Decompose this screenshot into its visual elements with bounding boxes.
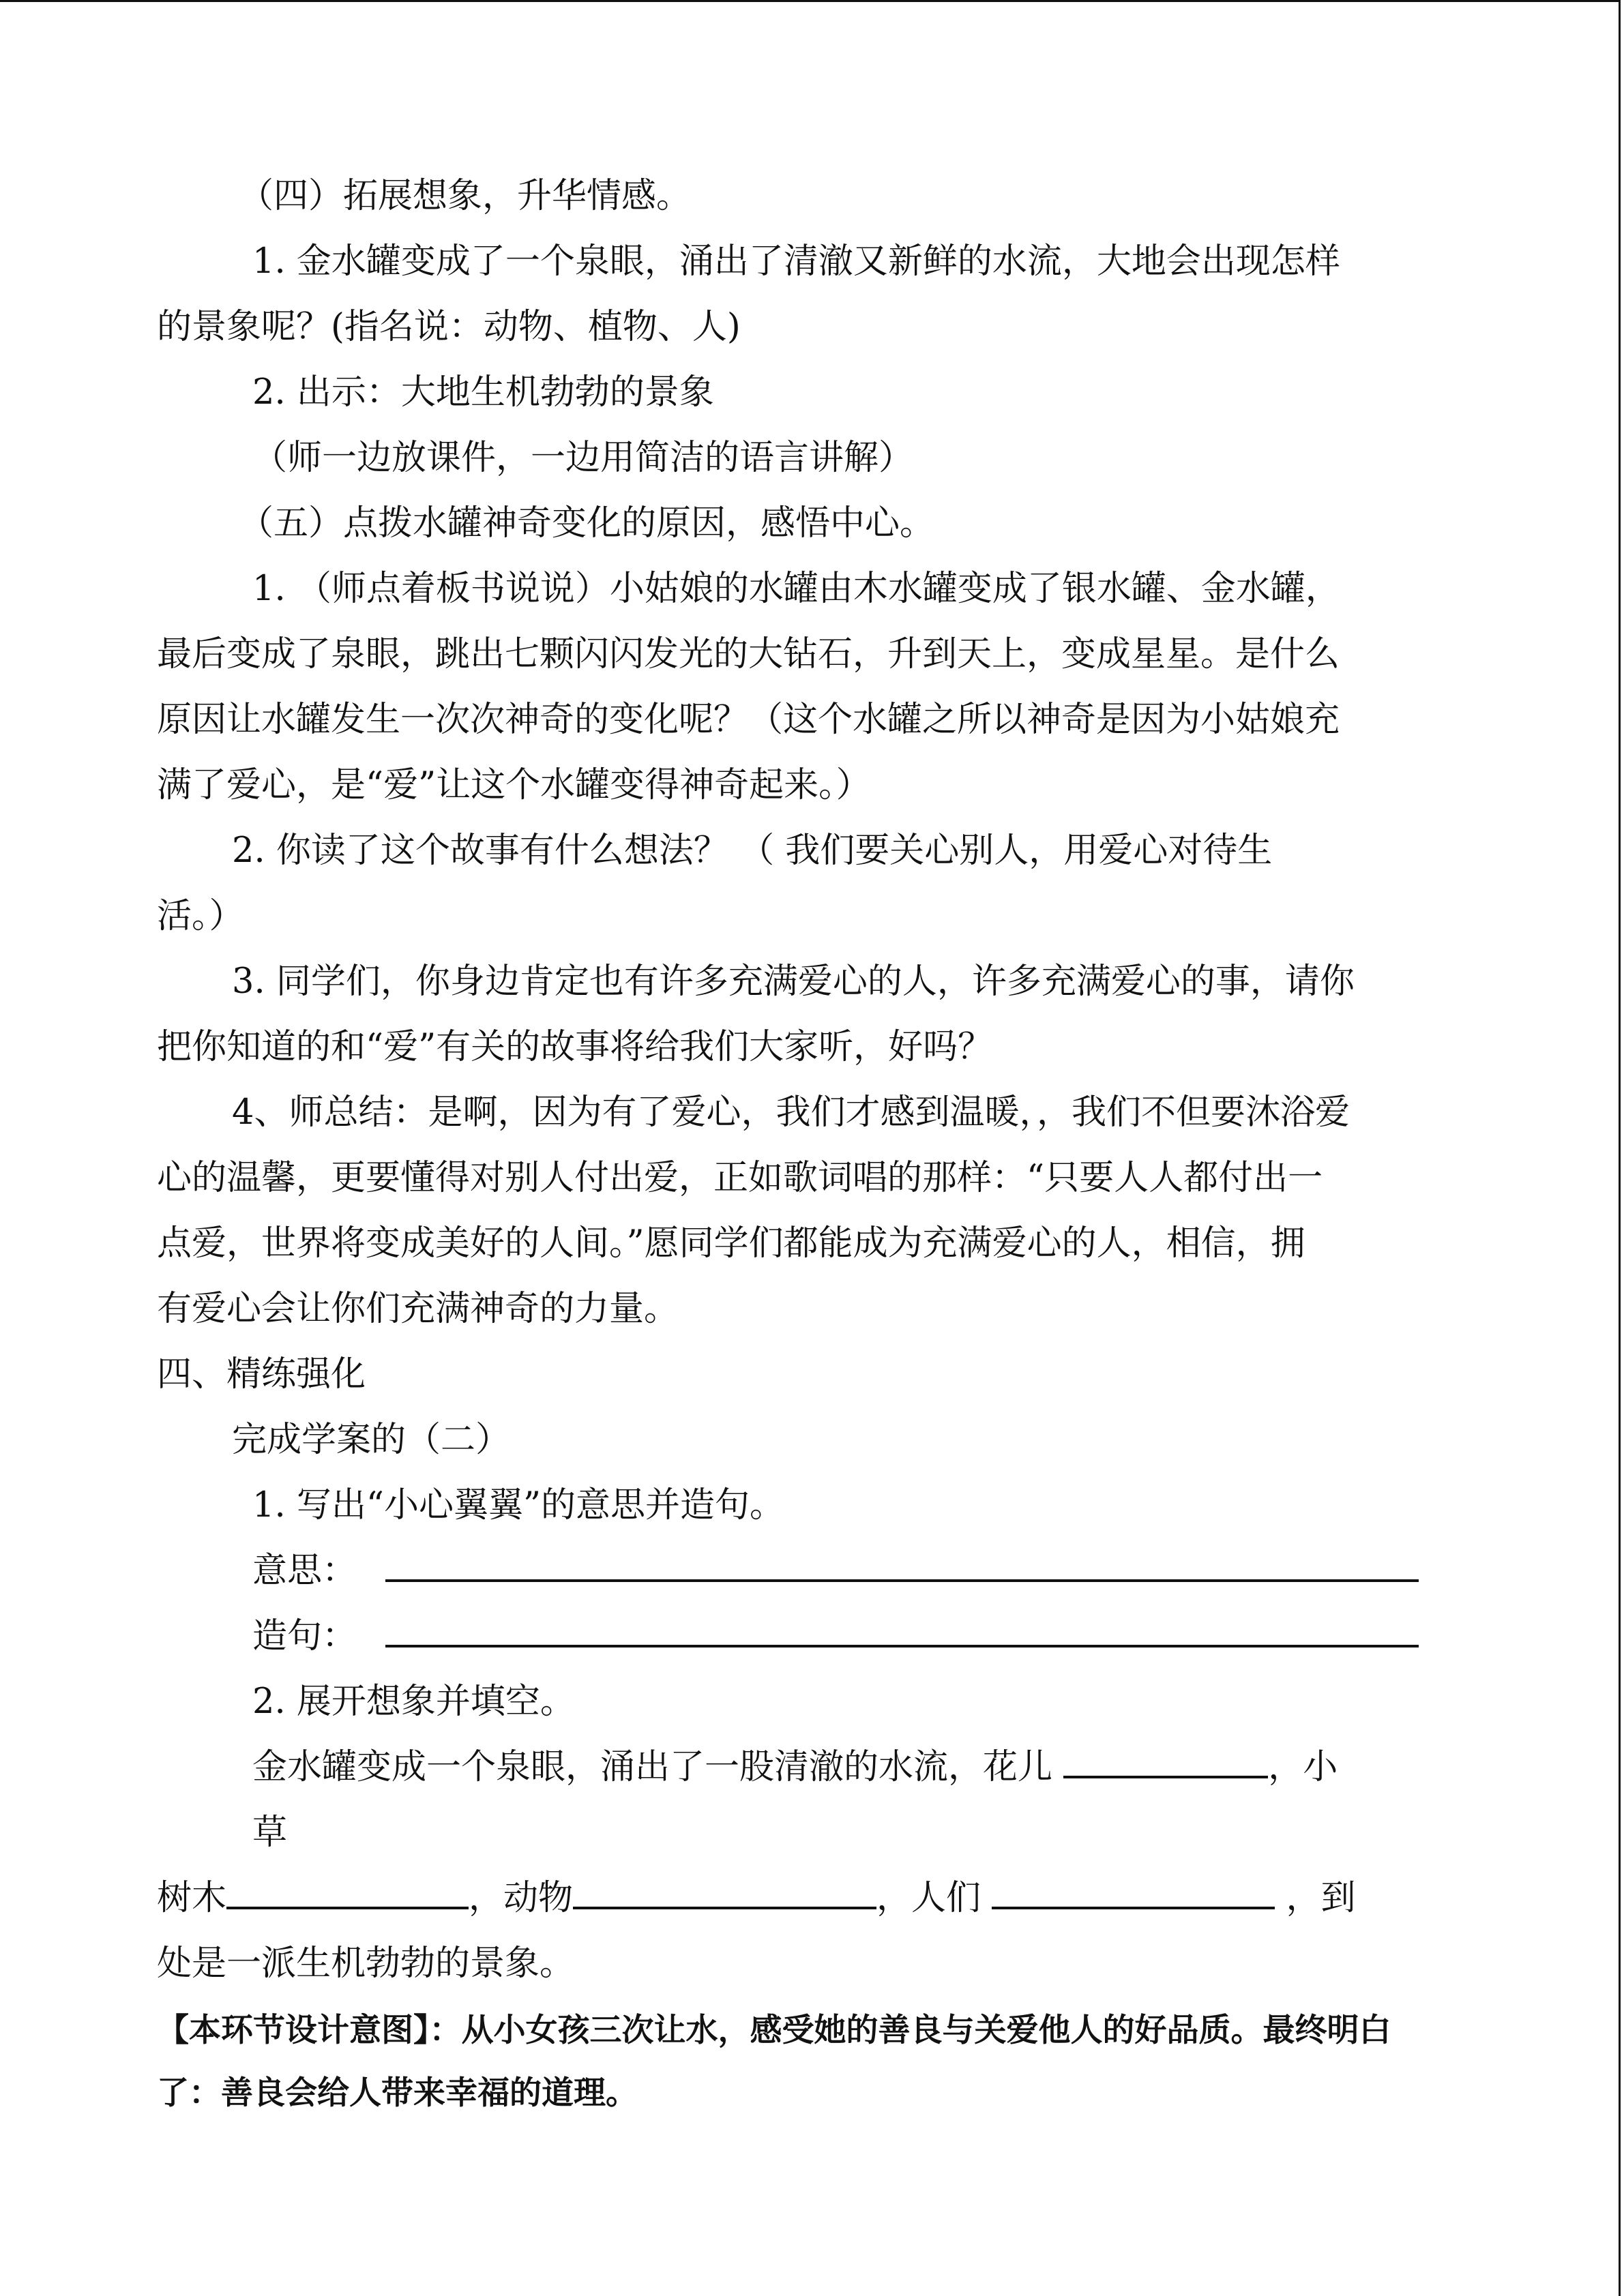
fill-line-flower — [157, 1735, 1466, 1800]
paragraph-line: 3. 同学们，你身边肯定也有许多充满爱心的人，许多充满爱心的事，请你 — [232, 961, 1355, 1002]
exercise-one-prompt: 1. 写出“小心翼翼”的意思并造句。 — [252, 1485, 785, 1525]
paragraph-line: 2. 出示：大地生机勃勃的景象 — [252, 372, 714, 413]
paragraph-line: 活。） — [157, 896, 244, 936]
section-heading-four: （四）拓展想象，升华情感。 — [239, 176, 692, 216]
meaning-blank[interactable] — [385, 1544, 1419, 1582]
paragraph-line: 完成学案的（二） — [232, 1420, 511, 1460]
paragraph-line: 把你知道的和“爱”有关的故事将给我们大家听，好吗？ — [157, 1027, 993, 1067]
sentence-blank[interactable] — [385, 1609, 1419, 1648]
animal-blank[interactable] — [573, 1871, 876, 1909]
sentence-label: 造句： — [252, 1616, 357, 1656]
flower-blank[interactable] — [1063, 1740, 1268, 1778]
part-heading-four: 四、精练强化 — [157, 1354, 366, 1395]
people-blank[interactable] — [992, 1871, 1275, 1909]
document-body — [157, 164, 1466, 2125]
fill-line-grass: 草 — [252, 1813, 288, 1853]
meaning-label: 意思： — [252, 1551, 357, 1591]
fill-text: 树木 — [157, 1878, 227, 1918]
paragraph-line: 4、师总结：是啊，因为有了爱心，我们才感到温暖，，我们不但要沐浴爱 — [232, 1092, 1350, 1133]
sentence-row — [157, 1604, 1466, 1669]
paragraph-line: 的景象呢？(指名说：动物、植物、人) — [157, 307, 741, 347]
section-heading-five: （五）点拨水罐神奇变化的原因，感悟中心。 — [239, 503, 935, 543]
fill-line-tree — [157, 1866, 1466, 1931]
fill-text: ，小 — [1268, 1747, 1338, 1787]
paragraph-line: 处是一派生机勃勃的景象。 — [157, 1943, 575, 1984]
tree-blank[interactable] — [226, 1871, 469, 1909]
fill-text: ，人们 — [876, 1878, 992, 1918]
design-intent-note — [157, 1999, 1466, 2125]
paragraph-line: 2. 你读了这个故事有什么想法？ （ 我们要关心别人，用爱心对待生 — [232, 831, 1273, 871]
fill-text: ，到 — [1275, 1878, 1356, 1918]
paragraph-line: 点爱，世界将变成美好的人间。”愿同学们都能成为充满爱心的人，相信，拥 — [157, 1223, 1305, 1264]
paragraph-line: 1. 金水罐变成了一个泉眼，涌出了清澈又新鲜的水流，大地会出现怎样 — [252, 241, 1340, 282]
meaning-row — [157, 1538, 1466, 1604]
design-intent-line: 了：善良会给人带来幸福的道理。 — [157, 2074, 638, 2112]
fill-text: 金水罐变成一个泉眼，涌出了一股清澈的水流，花儿 — [252, 1747, 1064, 1787]
paragraph-line: 心的温馨，更要懂得对别人付出爱，正如歌词唱的那样：“只要人人都付出一 — [157, 1158, 1323, 1198]
paragraph-line: 原因让水罐发生一次次神奇的变化呢？（这个水罐之所以神奇是因为小姑娘充 — [157, 700, 1340, 740]
paragraph-line: 最后变成了泉眼，跳出七颗闪闪发光的大钻石，升到天上，变成星星。是什么 — [157, 634, 1340, 674]
paragraph-line: （师一边放课件，一边用简洁的语言讲解） — [252, 438, 914, 478]
exercise-two-prompt: 2. 展开想象并填空。 — [252, 1682, 575, 1722]
design-intent-line: 【本环节设计意图】：从小女孩三次让水，感受她的善良与关爱他人的好品质。最终明白 — [157, 2012, 1391, 2049]
fill-text: ，动物 — [469, 1878, 574, 1918]
paragraph-line: 1. （师点着板书说说）小姑娘的水罐由木水罐变成了银水罐、金水罐， — [252, 569, 1340, 609]
paragraph-line: 有爱心会让你们充满神奇的力量。 — [157, 1289, 679, 1329]
paragraph-line: 满了爱心，是“爱”让这个水罐变得神奇起来。） — [157, 765, 871, 805]
